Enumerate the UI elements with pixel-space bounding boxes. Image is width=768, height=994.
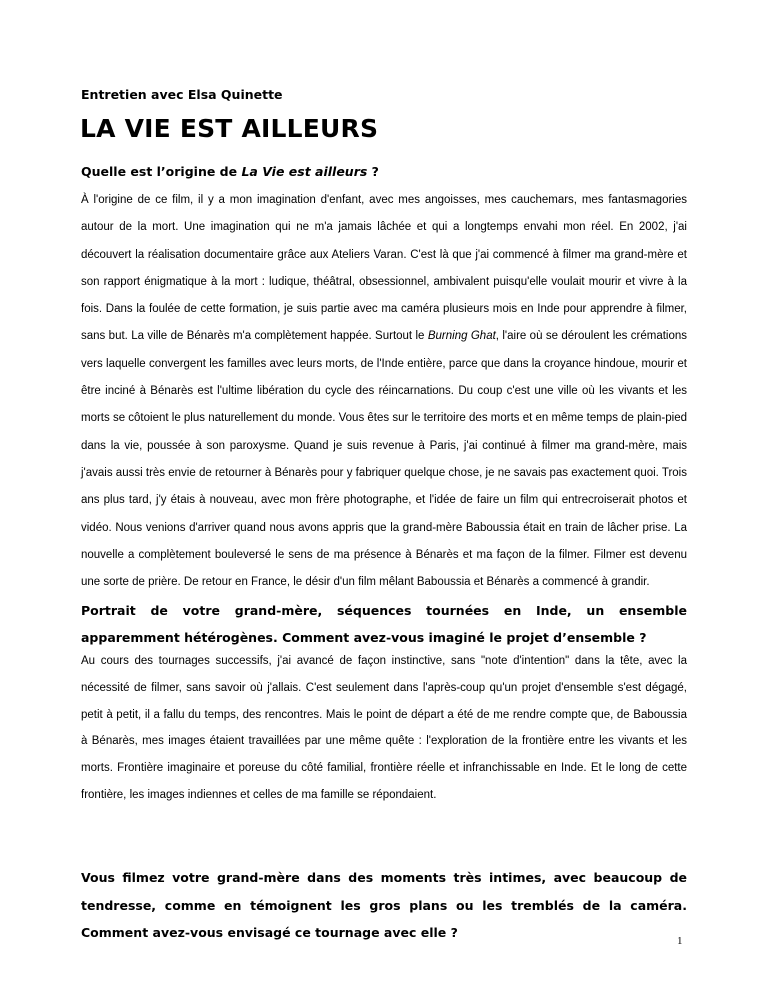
- answer-1-part-a: À l'origine de ce film, il y a mon imagination d'enfant, avec mes angoisses, mes cauchemars, mes fantasmagories autour de la mort. Une imagination qui ne m'a jamais lâchée et qui a longtemps envahi mon réel. En 2002, j'ai découvert la réalisation documentaire grâce aux Ateliers Varan. C'est là que j'ai commencé à filmer ma grand-mère et son rapport énigmatique à la mort : ludique, théâtral, obsessionnel, ambivalent puisqu'elle voulait mourir et vivre à la fois. Dans la foulée de cette formation, je suis partie avec ma caméra plusieurs mois en Inde pour apprendre à filmer, sans but. La ville de Bénarès m'a complètement happée. Surtout le: [81, 194, 687, 343]
- film-title: La Vie est ailleurs: [241, 164, 368, 179]
- interview-kicker: Entretien avec Elsa Quinette: [81, 87, 283, 102]
- page-number: 1: [677, 935, 683, 947]
- question-2: Portrait de votre grand-mère, séquences tournées en Inde, un ensemble apparemment hétérogènes. Comment avez-vous imaginé le projet d’ensemble ?: [81, 603, 687, 645]
- question-3: Vous filmez votre grand-mère dans des moments très intimes, avec beaucoup de tendresse, comme en témoignent les gros plans ou les tremblés de la caméra. Comment avez-vous envisagé ce tournage avec elle ?: [81, 870, 687, 940]
- question-1: [81, 163, 687, 181]
- answer-1-part-b: , l'aire où se déroulent les crémations vers laquelle convergent les familles avec leurs morts, de l'Inde entière, parce que dans la croyance hindoue, mourir et être inciné à Bénarès est l'ultime libération du cycle des réincarnations. Du coup c'est une ville où les vivants et les morts se côtoient le plus naturellement du monde. Vous êtes sur le territoire des morts et en même temps de plain-pied dans la vie, poussée à son paroxysme. Quand je suis revenue à Paris, j'ai continué à filmer ma grand-mère, mais j'avais aussi très envie de retourner à Bénarès pour y fabriquer quelque chose, je ne savais pas exactement quoi. Trois ans plus tard, j'y étais à nouveau, avec mon frère photographe, et l'idée de faire un film qui entrecroiserait photos et vidéo. Nous venions d'arriver quand nous avons appris que la grand-mère Baboussia était en train de lâcher prise. La nouvelle a complètement bouleversé le sens de ma présence à Bénarès et ma façon de la filmer. Filmer est devenu une sorte de prière. De retour en France, le désir d'un film mêlant Baboussia et Bénarès a commencé à grandir.: [81, 330, 688, 589]
- page-title: LA VIE EST AILLEURS: [80, 114, 379, 143]
- question-1-before: Quelle est l’origine de: [81, 164, 242, 179]
- answer-1: [81, 187, 687, 596]
- burning-ghat-term: Burning Ghat: [427, 330, 496, 343]
- question-1-after: ?: [367, 164, 379, 179]
- answer-2: Au cours des tournages successifs, j'ai avancé de façon instinctive, sans "note d'intention" dans la tête, avec la nécessité de filmer, sans savoir où j'allais. C'est seulement dans l'après-coup qu'un projet d'ensemble s'est dégagé, petit à petit, il a fallu du temps, des rencontres. Mais le point de départ a été de me rendre compte que, de Baboussia à Bénarès, mes images étaient travaillées par une même quête : l'exploration de la frontière entre les vivants et les morts. Frontière imaginaire et poreuse du côté familial, frontière réelle et infranchissable en Inde. Et le long de cette frontière, les images indiennes et celles de ma famille se répondaient.: [81, 655, 687, 801]
